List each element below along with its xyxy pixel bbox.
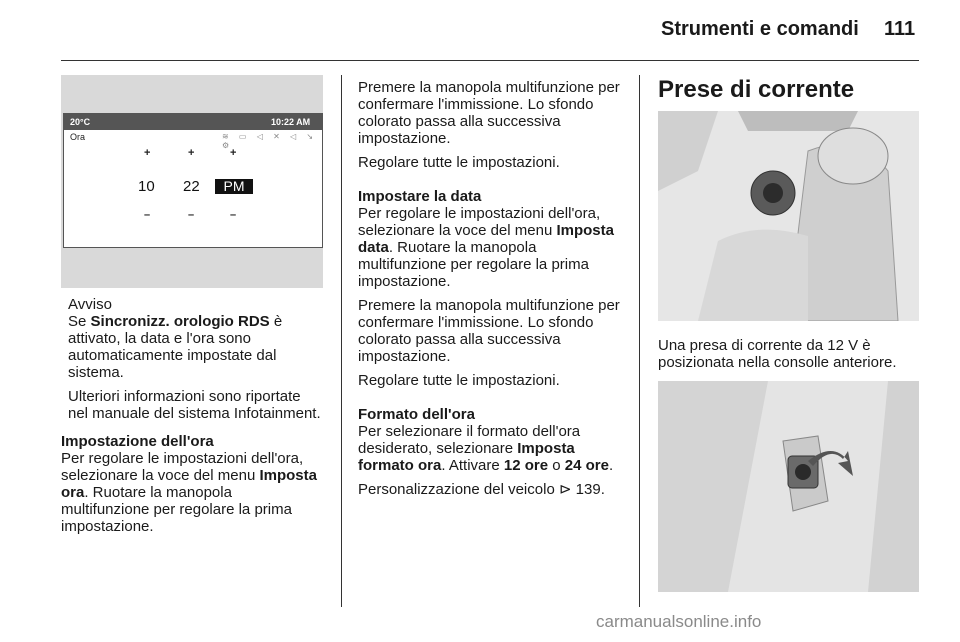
section-heading-power-outlets: Prese di corrente	[658, 76, 855, 103]
hours-value: 10	[138, 178, 155, 195]
notice-paragraph: Se Sincronizz. orologio RDS è attivato, la data e l'ora sono automaticamente impostate dal sistema.	[68, 313, 283, 381]
time-readout: 10:22 AM	[271, 117, 311, 127]
column-1-text	[61, 433, 323, 542]
paragraph: Per selezionare il formato dell'ora desiderato, selezionare Imposta formato ora. Attivare 12 ore o 24 ore.	[358, 423, 614, 474]
section-heading-format: Formato dell'ora	[358, 406, 475, 423]
page-header-title: Strumenti e comandi	[661, 18, 859, 40]
minute-plus-button: +	[188, 147, 195, 159]
temperature-readout: 20°C	[70, 117, 91, 127]
hour-plus-button: +	[144, 147, 151, 159]
ampm-plus-button: +	[230, 147, 237, 159]
ampm-minus-button: –	[230, 209, 237, 221]
power-outlet-caption: Una presa di corrente da 12 V è posizionata nella consolle anteriore.	[658, 337, 897, 371]
cross-reference-link[interactable]: Personalizzazione del veicolo ⊳ 139.	[358, 481, 605, 498]
console-outlet-illustration	[658, 381, 919, 592]
gear-shift-outlet-illustration	[658, 111, 919, 321]
minutes-value: 22	[183, 178, 200, 195]
paragraph: Regolare tutte le impostazioni.	[358, 154, 560, 171]
notice-title: Avviso	[68, 296, 112, 313]
watermark: carmanualsonline.info	[596, 612, 762, 631]
ampm-value: PM	[215, 179, 253, 194]
section-heading-date: Impostare la data	[358, 188, 482, 205]
notice-box	[61, 296, 323, 429]
paragraph: Per regolare le impostazioni dell'ora, selezionare la voce del menu Imposta data. Ruotare la manopola multifunzione per regolare la prima impostazione.	[358, 205, 614, 290]
column-divider	[341, 75, 342, 607]
screen-label: Ora	[70, 132, 86, 142]
paragraph: Per regolare le impostazioni dell'ora, selezionare la voce del menu Imposta ora. Ruotare la manopola multifunzione per regolare la prima impostazione.	[61, 450, 317, 535]
power-outlet-photo	[658, 111, 919, 321]
infotainment-screen	[63, 113, 323, 248]
header-rule	[61, 60, 919, 61]
clock-screen-illustration	[61, 75, 323, 288]
column-3-heading	[658, 76, 919, 114]
status-icons: ≋ ▭ ◁ ✕ ◁ ↘ ⚙	[222, 132, 318, 150]
paragraph: Premere la manopola multifunzione per confermare l'immissione. Lo sfondo colorato passa alla successiva impostazione.	[358, 297, 620, 365]
paragraph: Regolare tutte le impostazioni.	[358, 372, 560, 389]
notice-paragraph: Ulteriori informazioni sono riportate nel manuale del sistema Infotainment.	[68, 388, 321, 422]
console-outlet-photo	[658, 381, 919, 592]
hour-minus-button: –	[144, 209, 151, 221]
status-bar	[64, 114, 322, 130]
paragraph: Premere la manopola multifunzione per confermare l'immissione. Lo sfondo colorato passa alla successiva impostazione.	[358, 79, 620, 147]
page-number: 111	[884, 18, 916, 40]
column-2-text	[358, 79, 623, 505]
section-heading-time: Impostazione dell'ora	[61, 433, 214, 450]
minute-minus-button: –	[188, 209, 195, 221]
column-divider	[639, 75, 640, 607]
